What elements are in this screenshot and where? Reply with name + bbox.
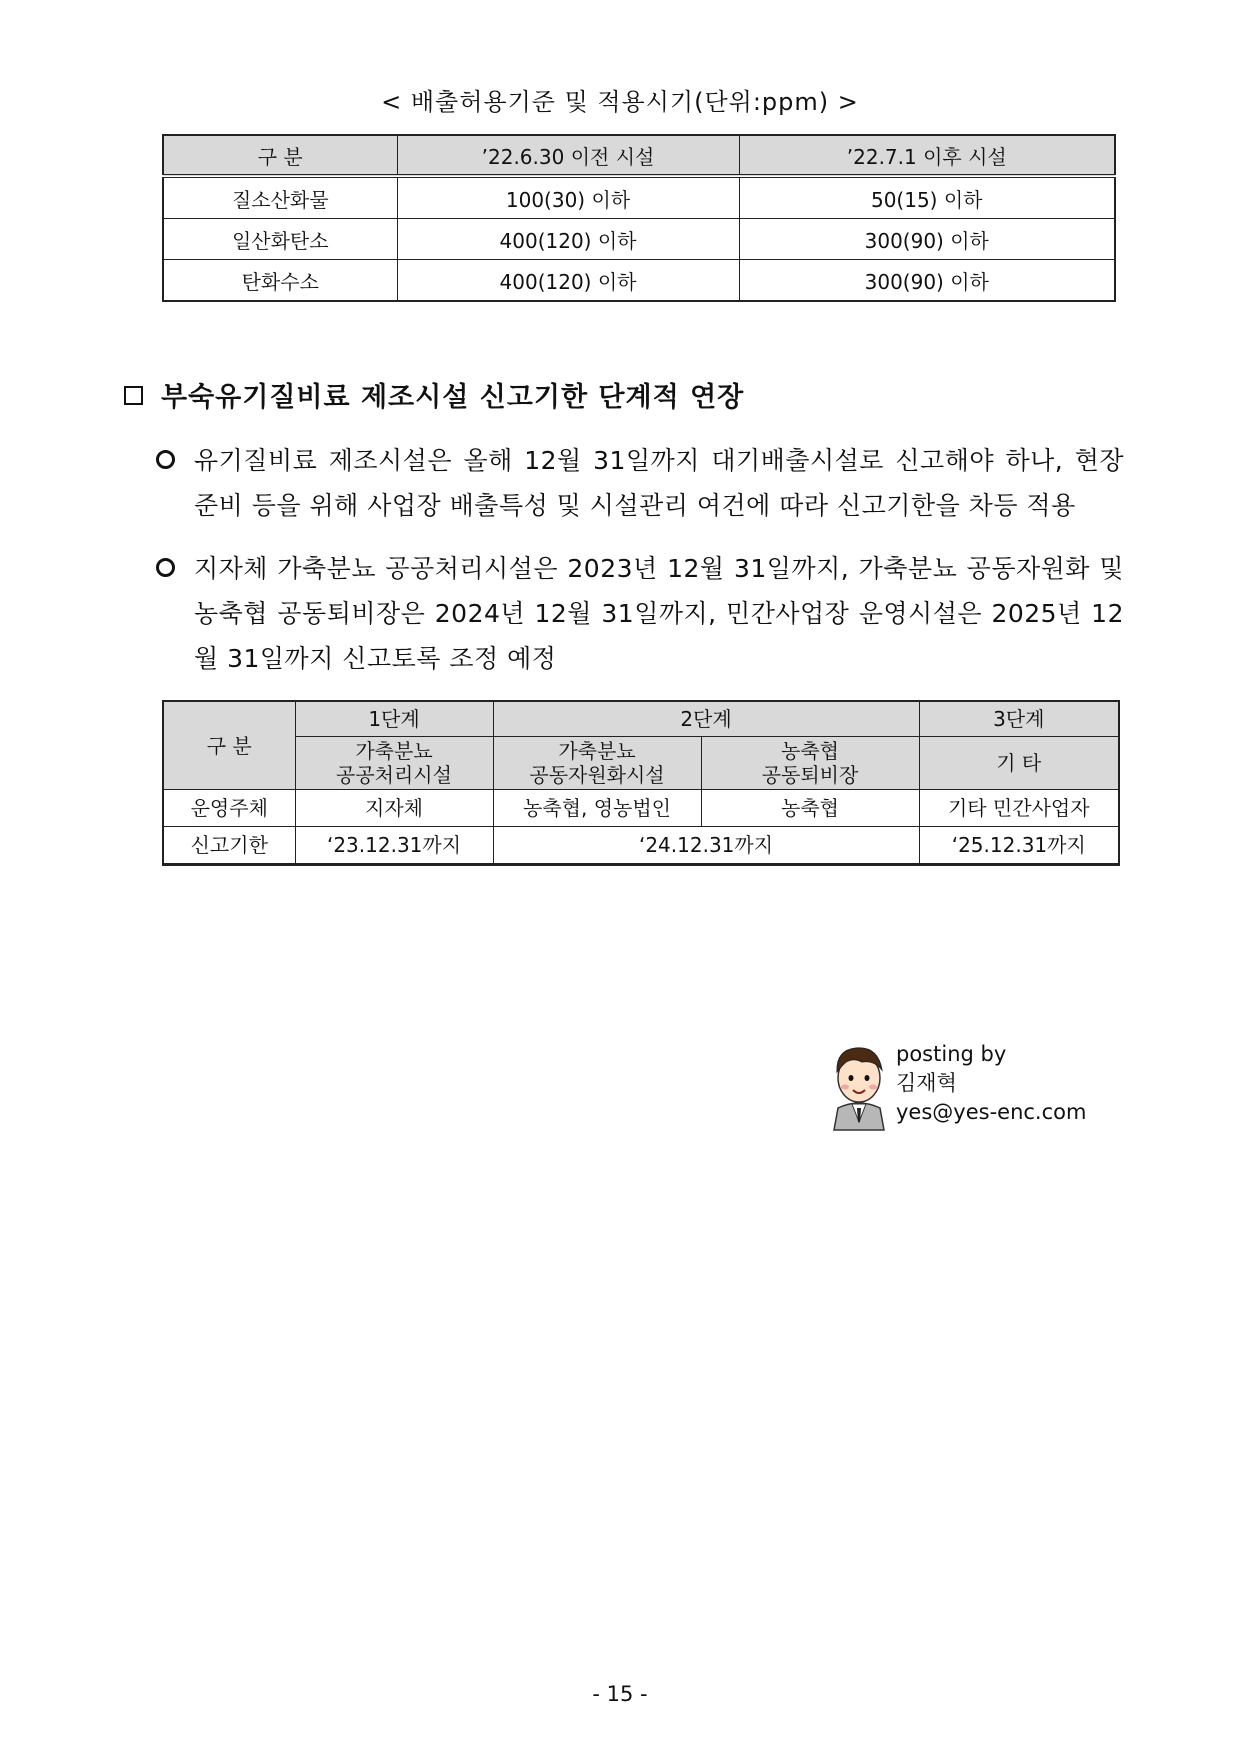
reporting-deadline-table (162, 700, 1120, 866)
table-cell: ‘23.12.31까지 (295, 827, 493, 865)
table-cell: ‘25.12.31까지 (919, 827, 1119, 865)
table-header-row (163, 135, 1115, 176)
bullet-text: 지자체 가축분뇨 공공처리시설은 2023년 12월 31일까지, 가축분뇨 공동자원화 및 농축협 공동퇴비장은 2024년 12월 31일까지, 민간사업장 운영시설은 2025년 12월 31일까지 신고토록 조정 예정 (194, 554, 1124, 673)
row-label: 신고기한 (163, 827, 295, 865)
subheader-cell (295, 737, 493, 790)
header-cell: 구 분 (163, 135, 397, 176)
subheader-cell (493, 737, 701, 790)
bullet-text: 유기질비료 제조시설은 올해 12월 31일까지 대기배출시설로 신고해야 하나, 현장 준비 등을 위해 사업장 배출특성 및 시설관리 여건에 따라 신고기한을 차등 적용 (194, 446, 1124, 520)
table-row (163, 790, 1119, 827)
stage-cell: 3단계 (919, 701, 1119, 737)
author-email: yes@yes-enc.com (896, 1100, 1087, 1124)
subheader-cell (701, 737, 919, 790)
table-cell: ‘24.12.31까지 (493, 827, 919, 865)
table-cell: 기타 민간사업자 (919, 790, 1119, 827)
subheader-row (163, 737, 1119, 790)
posting-by-label: posting by (896, 1042, 1007, 1066)
header-cell: ’22.6.30 이전 시설 (397, 135, 739, 176)
subheader-line: 가축분뇨 (355, 739, 433, 763)
subheader-line: 공공처리시설 (336, 763, 452, 787)
section-heading (124, 375, 744, 414)
table-cell: 100(30) 이하 (397, 176, 739, 219)
table-row (163, 176, 1115, 219)
table-row (163, 827, 1119, 865)
corner-cell: 구 분 (163, 701, 295, 790)
subheader-line: 농축협 (781, 739, 839, 763)
table-cell: 400(120) 이하 (397, 260, 739, 302)
subheader-line: 공동퇴비장 (761, 763, 859, 787)
table-cell: 50(15) 이하 (739, 176, 1115, 219)
bullet-item (156, 546, 1124, 681)
section-heading-text: 부숙유기질비료 제조시설 신고기한 단계적 연장 (161, 382, 745, 413)
header-cell: ’22.7.1 이후 시설 (739, 135, 1115, 176)
stage-cell: 2단계 (493, 701, 919, 737)
row-label: 운영주체 (163, 790, 295, 827)
stage-cell: 1단계 (295, 701, 493, 737)
subheader-line: 공동자원화시설 (529, 763, 665, 787)
emission-standards-table (162, 134, 1116, 302)
subheader-cell: 기 타 (919, 737, 1119, 790)
table-cell: 300(90) 이하 (739, 219, 1115, 260)
table-cell: 질소산화물 (163, 176, 397, 219)
table-row (163, 260, 1115, 302)
circle-bullet-icon (156, 450, 175, 469)
table-cell: 300(90) 이하 (739, 260, 1115, 302)
table-caption: < 배출허용기준 및 적용시기(단위:ppm) > (381, 88, 859, 116)
posting-credit (896, 1040, 1086, 1127)
table-cell: 농축협, 영농법인 (493, 790, 701, 827)
table-cell: 400(120) 이하 (397, 219, 739, 260)
stage-header-row (163, 701, 1119, 737)
table-cell: 농축협 (701, 790, 919, 827)
table-cell: 지자체 (295, 790, 493, 827)
table-cell: 탄화수소 (163, 260, 397, 302)
bullet-item (156, 438, 1124, 528)
table-row (163, 219, 1115, 260)
page-number: - 15 - (592, 1682, 648, 1706)
checkbox-square-icon (124, 386, 143, 405)
circle-bullet-icon (156, 558, 175, 577)
table-cell: 일산화탄소 (163, 219, 397, 260)
author-name: 김재혁 (896, 1071, 957, 1095)
cartoon-avatar-icon (828, 1042, 890, 1132)
subheader-line: 가축분뇨 (558, 739, 636, 763)
